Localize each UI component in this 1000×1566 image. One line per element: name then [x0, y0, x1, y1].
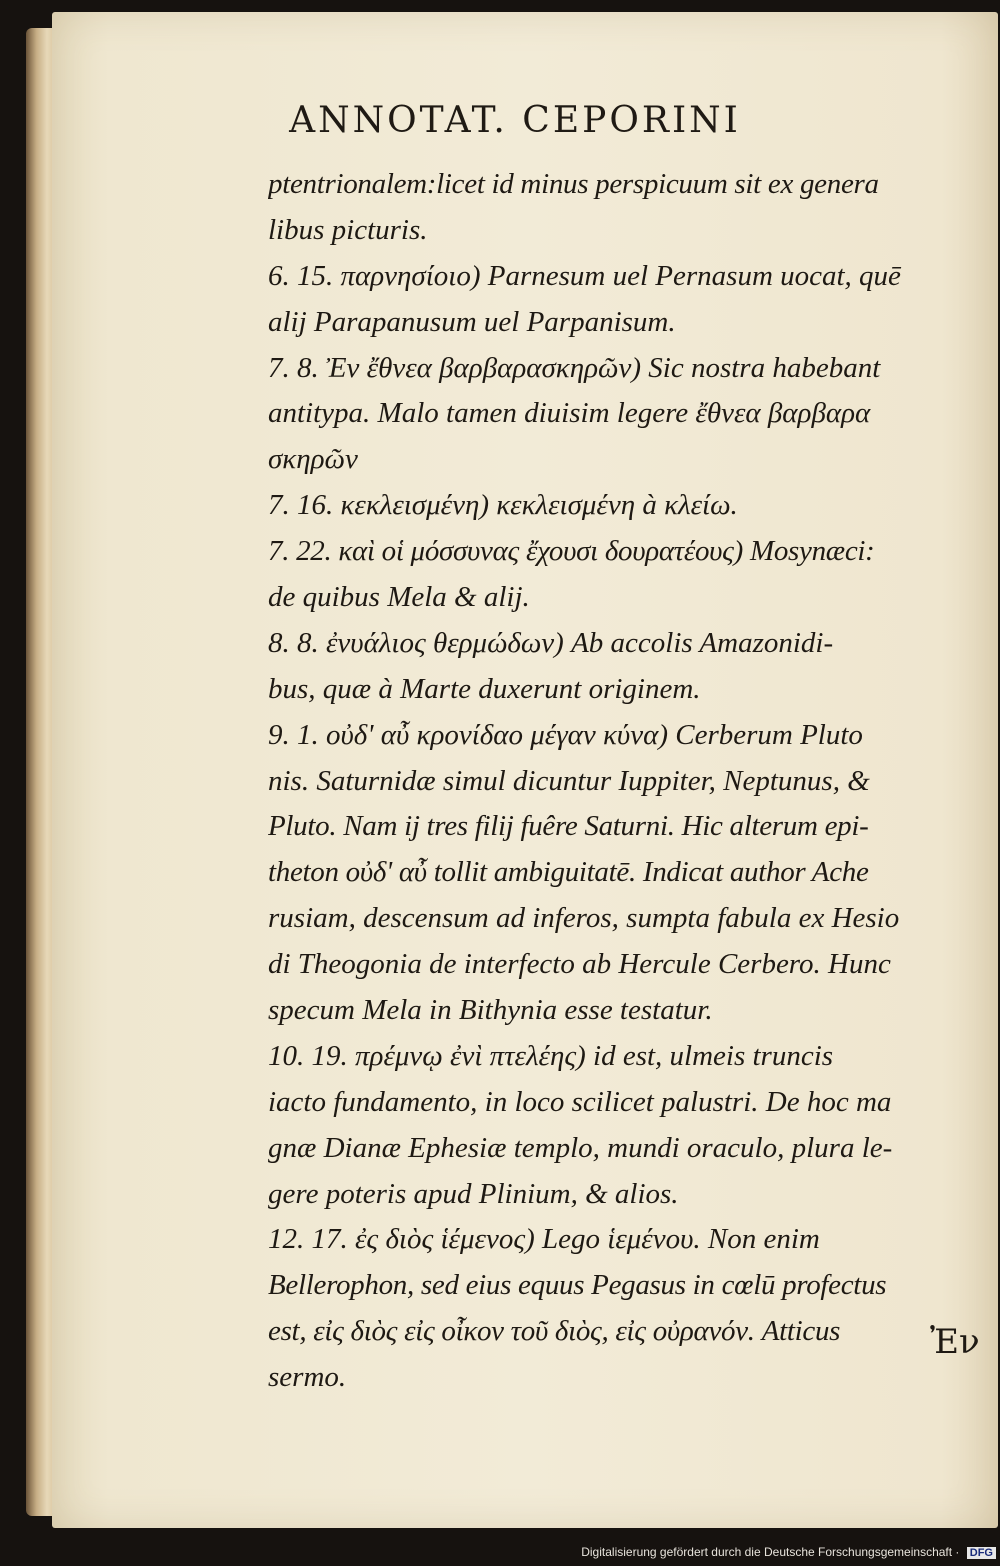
text-line: antitypa. Malo tamen diuisim legere ἔθνεα βαρβαρα — [268, 397, 871, 430]
text-line: bus, quæ à Marte duxerunt originem. — [268, 672, 701, 705]
text-line: rusiam, descensum ad inferos, sumpta fabula ex Hesio — [268, 902, 900, 935]
text-line: 9. 1. οὐδ' αὖ κρονίδαο μέγαν κύνα) Cerberum Pluto — [268, 718, 863, 751]
dfg-logo: DFG — [967, 1547, 996, 1559]
text-line: ptentrionalem:licet id minus perspicuum sit ex genera — [268, 168, 879, 200]
text-line: sermo. — [268, 1361, 347, 1394]
text-line: 10. 19. πρέμνῳ ἐνὶ πτελέης) id est, ulmeis truncis — [268, 1039, 834, 1072]
text-line: gere poteris apud Plinium, & alios. — [268, 1177, 679, 1210]
text-line: est, εἰς διὸς εἰς οἶκον τοῦ διὸς, εἰς οὐρανόν. Atticus — [268, 1315, 841, 1348]
text-line: 6. 15. παρνησίοιο) Parnesum uel Pernasum uocat, quē — [268, 259, 901, 292]
text-line: alij Parapanusum uel Parpanisum. — [268, 305, 676, 338]
text-line: iacto fundamento, in loco scilicet palustri. De hoc ma — [268, 1085, 892, 1118]
text-line: gnæ Dianæ Ephesiæ templo, mundi oraculo, plura le- — [268, 1131, 893, 1164]
text-line: σκηρῶν — [268, 443, 358, 476]
text-line: nis. Saturnidæ simul dicuntur Iuppiter, Neptunus, & — [268, 764, 870, 797]
text-line: di Theogonia de interfecto ab Hercule Cerbero. Hunc — [268, 948, 891, 981]
text-line: 12. 17. ἐς διὸς ἱέμενος) Lego ἱεμένου. Non enim — [268, 1223, 820, 1256]
text-line: 7. 16. κεκλεισμένη) κεκλεισμένη à κλείω. — [268, 489, 738, 522]
text-line: de quibus Mela & alij. — [268, 581, 530, 614]
text-line: 7. 8. Ἐν ἔθνεα βαρβαρασκηρῶν) Sic nostra habebant — [268, 351, 881, 384]
catchword: Ἐν — [930, 1322, 980, 1362]
text-line: specum Mela in Bithynia esse testatur. — [268, 994, 713, 1027]
text-line: theton οὐδ' αὖ tollit ambiguitatē. Indicat author Ache — [268, 856, 869, 889]
text-line: 7. 22. καὶ οἱ μόσσυνας ἔχουσι δουρατέους) Mosynæci: — [268, 535, 875, 568]
text-line: libus picturis. — [268, 213, 428, 246]
running-header: ANNOTAT. CEPORINI — [289, 100, 741, 141]
digitization-footer — [560, 1545, 996, 1563]
text-line: 8. 8. ἐνυάλιος θερμώδων) Ab accolis Amazonidi- — [268, 626, 834, 659]
text-line: Pluto. Nam ij tres filij fuêre Saturni. Hic alterum epi- — [268, 810, 869, 843]
text-line: Bellerophon, sed eius equus Pegasus in cœlū profectus — [268, 1269, 887, 1302]
annotation-text — [268, 162, 970, 1401]
footer-text: Digitalisierung gefördert durch die Deutsche Forschungsgemeinschaft · — [581, 1545, 960, 1559]
